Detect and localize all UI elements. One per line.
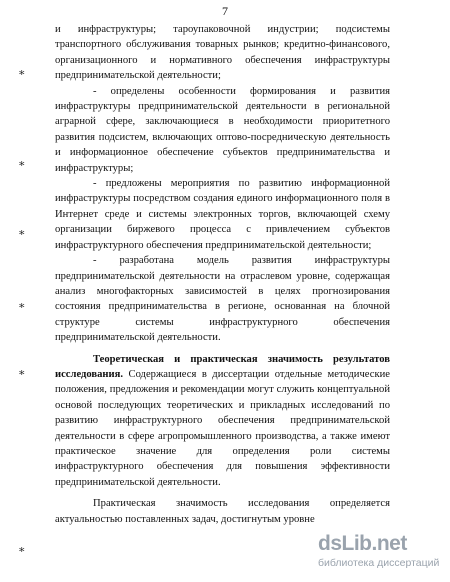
paragraph-bullet: - предложены мероприятия по развитию информационной инфраструктуры посредством создания единого информационного поля в Интернет среде и системы электронных торгов, включающей схему организации биржевого процесса с привлечением субъектов инфраструктурного обеспечения предпринимательской деятельности; bbox=[55, 178, 390, 251]
watermark-logo: dsLib.net bbox=[318, 532, 407, 555]
paragraph-bullet: - разработана модель развития инфраструктуры предпринимательской деятельности на отраслевом уровне, содержащая анализ многофакторных зависимостей в целях прогнозирования состояния предпринимательства в регионе, основанная на блочной структуре системы инфраструктурного обеспечения предпринимательской деятельности. bbox=[55, 255, 390, 344]
margin-mark: ∗ bbox=[18, 67, 26, 79]
watermark bbox=[318, 532, 440, 572]
margin-mark: ∗ bbox=[18, 300, 26, 312]
margin-mark: ∗ bbox=[18, 367, 26, 379]
significance-heading: Теоретическая и практическая значимость результатов исследования. bbox=[55, 353, 390, 380]
margin-mark: ∗ bbox=[18, 158, 26, 170]
watermark-subtitle: библиотека диссертаций bbox=[318, 557, 440, 569]
document-body bbox=[55, 22, 390, 527]
paragraph-bullet: - определены особенности формирования и развития инфраструктуры предпринимательской деятельности в региональной аграрной сфере, заключающиеся в необходимости приоритетного развития подсистем, включающих оптово-посредническую деятельность и информационное обеспечение субъектов предпринимательства и инфраструктуры; bbox=[55, 85, 390, 174]
margin-mark: ∗ bbox=[18, 227, 26, 239]
paragraph-practical: Практическая значимость исследования определяется актуальностью поставленных задач, достигнутым уровне bbox=[55, 498, 390, 525]
margin-mark: ∗ bbox=[18, 544, 26, 556]
page-number: 7 bbox=[222, 4, 228, 18]
paragraph-continuation: и инфраструктуры; тароупаковочной индустрии; подсистемы транспортного обслуживания товарных рынков; кредитно-финансового, организационного и нормативного обеспечения инфраструктуры предпринимательской деятельности; bbox=[55, 24, 390, 82]
significance-text: Содержащиеся в диссертации отдельные методические положения, предложения и рекомендации могут служить концептуальной основой последующих теоретических и прикладных исследований по развитию инфраструктурного обеспечения предпринимательской деятельности в сфере агропромышленного производства, а также имеют практическое значение для определения роли системы инфраструктурного обеспечения для повышения эффективности предпринимательской деятельности. bbox=[55, 368, 390, 488]
paragraph-significance bbox=[55, 352, 390, 491]
